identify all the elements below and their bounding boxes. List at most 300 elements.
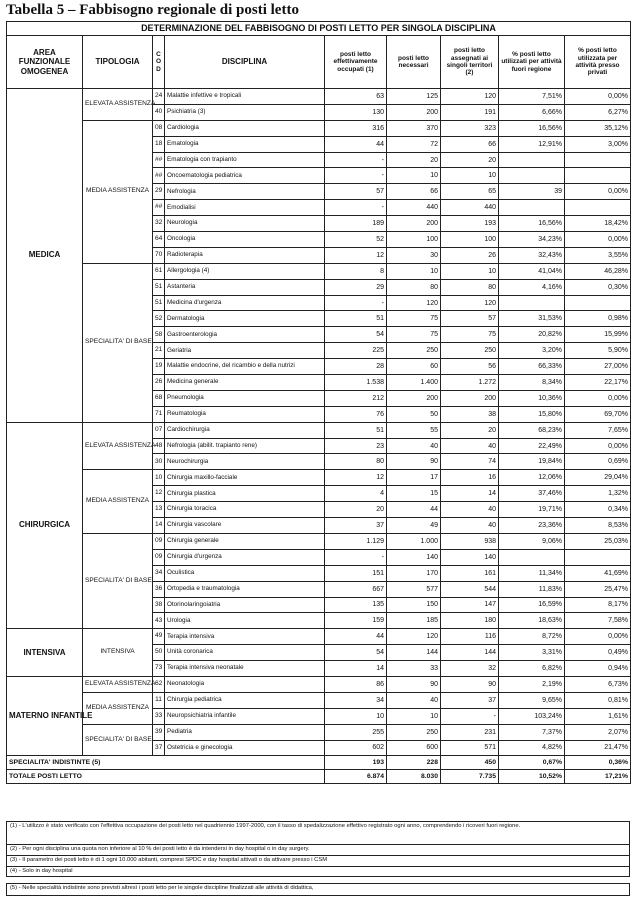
cod-cell: 26 xyxy=(153,375,165,391)
occupati-cell: - xyxy=(325,549,387,565)
necessari-cell: 20 xyxy=(387,152,441,168)
cod-cell: 33 xyxy=(153,708,165,724)
occupati-cell: 12 xyxy=(325,247,387,263)
tipologia-cell: MEDIA ASSISTENZA xyxy=(83,692,153,724)
assegnati-cell: 20 xyxy=(441,152,499,168)
fuori-regione-cell: 9,06% xyxy=(499,533,565,549)
fuori-regione-cell xyxy=(499,549,565,565)
occupati-cell: 1.129 xyxy=(325,533,387,549)
necessari-cell: 10 xyxy=(387,168,441,184)
fuori-regione-cell: 6,66% xyxy=(499,104,565,120)
cod-cell: 38 xyxy=(153,597,165,613)
occupati-cell: 212 xyxy=(325,390,387,406)
fuori-regione-cell: 8,72% xyxy=(499,629,565,645)
privati-cell: 0,81% xyxy=(565,692,631,708)
necessari-cell: 140 xyxy=(387,549,441,565)
disciplina-cell: Emodialisi xyxy=(165,200,325,216)
privati-cell: 7,58% xyxy=(565,613,631,629)
privati-cell xyxy=(565,168,631,184)
necessari-cell: 66 xyxy=(387,184,441,200)
assegnati-cell: 144 xyxy=(441,645,499,661)
cod-cell: ## xyxy=(153,168,165,184)
cod-cell: 64 xyxy=(153,232,165,248)
assegnati-cell: 147 xyxy=(441,597,499,613)
disciplina-cell: Chirurgia plastica xyxy=(165,486,325,502)
header-occupati: posti letto effettivamente occupati (1) xyxy=(325,36,387,89)
assegnati-cell: 193 xyxy=(441,216,499,232)
occupati-cell: 255 xyxy=(325,724,387,740)
privati-cell: 3,00% xyxy=(565,136,631,152)
occupati-cell: 159 xyxy=(325,613,387,629)
assegnati-cell: 37 xyxy=(441,692,499,708)
occupati-cell: 189 xyxy=(325,216,387,232)
privati-cell: 0,00% xyxy=(565,390,631,406)
cod-cell: 30 xyxy=(153,454,165,470)
fuori-regione-cell: 7,37% xyxy=(499,724,565,740)
necessari-cell: 40 xyxy=(387,692,441,708)
note-3: (3) - Il parametro dei posti letto è di 1 ogni 10.000 abitanti, compresi SPDC e day hospital attivati o da attivare presso i CSM xyxy=(6,856,630,867)
occupati-cell: 37 xyxy=(325,518,387,534)
occupati-cell: 52 xyxy=(325,232,387,248)
totale-row xyxy=(7,770,631,784)
table-row xyxy=(7,533,631,549)
fuori-regione-cell xyxy=(499,200,565,216)
fuori-regione-cell: 16,56% xyxy=(499,216,565,232)
necessari-cell: 1.400 xyxy=(387,375,441,391)
disciplina-cell: Ematologia xyxy=(165,136,325,152)
totale-row-necessari: 8.030 xyxy=(387,770,441,784)
privati-cell: 0,30% xyxy=(565,279,631,295)
privati-cell: 6,73% xyxy=(565,676,631,692)
assegnati-cell: 191 xyxy=(441,104,499,120)
occupati-cell: 86 xyxy=(325,676,387,692)
cod-cell: 50 xyxy=(153,645,165,661)
tipologia-cell: ELEVATA ASSISTENZA xyxy=(83,422,153,470)
disciplina-cell: Cardiochirurgia xyxy=(165,422,325,438)
privati-cell: 8,53% xyxy=(565,518,631,534)
disciplina-cell: Chirurgia toracica xyxy=(165,502,325,518)
tipologia-cell: MEDIA ASSISTENZA xyxy=(83,470,153,534)
table-row xyxy=(7,470,631,486)
privati-cell: 18,42% xyxy=(565,216,631,232)
disciplina-cell: Astanteria xyxy=(165,279,325,295)
privati-cell: 1,61% xyxy=(565,708,631,724)
disciplina-cell: Geriatria xyxy=(165,343,325,359)
fuori-regione-cell: 12,06% xyxy=(499,470,565,486)
table-title: Tabella 5 – Fabbisogno regionale di posti letto xyxy=(6,2,299,18)
table-row xyxy=(7,629,631,645)
assegnati-cell: 20 xyxy=(441,422,499,438)
fuori-regione-cell: 10,36% xyxy=(499,390,565,406)
cod-cell: 36 xyxy=(153,581,165,597)
fuori-regione-cell: 37,46% xyxy=(499,486,565,502)
assegnati-cell: 57 xyxy=(441,311,499,327)
assegnati-cell: 571 xyxy=(441,740,499,756)
occupati-cell: 51 xyxy=(325,311,387,327)
beds-table xyxy=(6,21,631,784)
privati-cell: 35,12% xyxy=(565,120,631,136)
necessari-cell: 75 xyxy=(387,311,441,327)
disciplina-cell: Chirurgia maxillo-facciale xyxy=(165,470,325,486)
necessari-cell: 185 xyxy=(387,613,441,629)
assegnati-cell: 120 xyxy=(441,89,499,105)
totale-row-label: TOTALE POSTI LETTO xyxy=(7,770,325,784)
necessari-cell: 440 xyxy=(387,200,441,216)
fuori-regione-cell: 39 xyxy=(499,184,565,200)
necessari-cell: 50 xyxy=(387,406,441,422)
disciplina-cell: Psichiatria (3) xyxy=(165,104,325,120)
privati-cell: 8,17% xyxy=(565,597,631,613)
assegnati-cell: 1.272 xyxy=(441,375,499,391)
occupati-cell: 29 xyxy=(325,279,387,295)
tipologia-cell: ELEVATA ASSISTENZA xyxy=(83,89,153,121)
necessari-cell: 120 xyxy=(387,629,441,645)
privati-cell: 0,00% xyxy=(565,89,631,105)
privati-cell: 27,00% xyxy=(565,359,631,375)
necessari-cell: 17 xyxy=(387,470,441,486)
privati-cell: 2,07% xyxy=(565,724,631,740)
fuori-regione-cell xyxy=(499,168,565,184)
fuori-regione-cell: 68,23% xyxy=(499,422,565,438)
necessari-cell: 60 xyxy=(387,359,441,375)
header-assegnati: posti letto assegnati ai singoli territori (2) xyxy=(441,36,499,89)
fuori-regione-cell: 2,19% xyxy=(499,676,565,692)
note-4: (4) - Solo in day hospital xyxy=(6,867,630,878)
tipologia-cell: MEDIA ASSISTENZA xyxy=(83,120,153,263)
disciplina-cell: Neonatologia xyxy=(165,676,325,692)
disciplina-cell: Pneumologia xyxy=(165,390,325,406)
cod-cell: 61 xyxy=(153,263,165,279)
assegnati-cell: 16 xyxy=(441,470,499,486)
disciplina-cell: Chirurgia pediatrica xyxy=(165,692,325,708)
table-row xyxy=(7,724,631,740)
assegnati-cell: 10 xyxy=(441,168,499,184)
disciplina-cell: Nefrologia xyxy=(165,184,325,200)
necessari-cell: 600 xyxy=(387,740,441,756)
cod-cell: 14 xyxy=(153,518,165,534)
area-cell: MEDICA xyxy=(7,89,83,423)
disciplina-cell: Pediatria xyxy=(165,724,325,740)
privati-cell: 69,70% xyxy=(565,406,631,422)
disciplina-cell: Ostetricia e ginecologia xyxy=(165,740,325,756)
occupati-cell: - xyxy=(325,152,387,168)
assegnati-cell: - xyxy=(441,708,499,724)
table-row xyxy=(7,676,631,692)
fuori-regione-cell: 15,80% xyxy=(499,406,565,422)
totale-row-assegnati: 7.735 xyxy=(441,770,499,784)
fuori-regione-cell: 32,43% xyxy=(499,247,565,263)
cod-cell: 09 xyxy=(153,533,165,549)
necessari-cell: 30 xyxy=(387,247,441,263)
fuori-regione-cell: 4,82% xyxy=(499,740,565,756)
necessari-cell: 44 xyxy=(387,502,441,518)
assegnati-cell: 200 xyxy=(441,390,499,406)
privati-cell: 0,00% xyxy=(565,629,631,645)
occupati-cell: 8 xyxy=(325,263,387,279)
specialita-indistinte-row-assegnati: 450 xyxy=(441,756,499,770)
occupati-cell: 54 xyxy=(325,645,387,661)
cod-cell: 68 xyxy=(153,390,165,406)
necessari-cell: 80 xyxy=(387,279,441,295)
necessari-cell: 90 xyxy=(387,454,441,470)
disciplina-cell: Terapia intensiva neonatale xyxy=(165,661,325,677)
specialita-indistinte-row-necessari: 228 xyxy=(387,756,441,770)
specialita-indistinte-row-label: SPECIALITA' INDISTINTE (5) xyxy=(7,756,325,770)
disciplina-cell: Ematologia con trapianto xyxy=(165,152,325,168)
necessari-cell: 33 xyxy=(387,661,441,677)
privati-cell: 0,00% xyxy=(565,232,631,248)
table-row xyxy=(7,120,631,136)
disciplina-cell: Neuropsichiatria infantile xyxy=(165,708,325,724)
necessari-cell: 55 xyxy=(387,422,441,438)
assegnati-cell: 140 xyxy=(441,549,499,565)
disciplina-cell: Otorinolaringoiatria xyxy=(165,597,325,613)
necessari-cell: 200 xyxy=(387,104,441,120)
necessari-cell: 75 xyxy=(387,327,441,343)
note-2: (2) - Per ogni disciplina una quota non inferiore al 10 % dei posti letto è da intendersi in day hospital o in day surgery. xyxy=(6,845,630,856)
occupati-cell: 1.538 xyxy=(325,375,387,391)
necessari-cell: 10 xyxy=(387,708,441,724)
privati-cell: 0,69% xyxy=(565,454,631,470)
cod-cell: 71 xyxy=(153,406,165,422)
tipologia-cell: SPECIALITA' DI BASE xyxy=(83,724,153,756)
occupati-cell: 12 xyxy=(325,470,387,486)
notes xyxy=(6,821,630,896)
occupati-cell: 28 xyxy=(325,359,387,375)
assegnati-cell: 38 xyxy=(441,406,499,422)
necessari-cell: 100 xyxy=(387,232,441,248)
assegnati-cell: 161 xyxy=(441,565,499,581)
disciplina-cell: Oncologia xyxy=(165,232,325,248)
occupati-cell: 667 xyxy=(325,581,387,597)
occupati-cell: - xyxy=(325,168,387,184)
fuori-regione-cell: 8,34% xyxy=(499,375,565,391)
necessari-cell: 49 xyxy=(387,518,441,534)
fuori-regione-cell: 3,20% xyxy=(499,343,565,359)
privati-cell: 5,90% xyxy=(565,343,631,359)
necessari-cell: 72 xyxy=(387,136,441,152)
totale-row-privati: 17,21% xyxy=(565,770,631,784)
cod-cell: 51 xyxy=(153,295,165,311)
privati-cell: 1,32% xyxy=(565,486,631,502)
cod-cell: 51 xyxy=(153,279,165,295)
assegnati-cell: 75 xyxy=(441,327,499,343)
occupati-cell: 51 xyxy=(325,422,387,438)
assegnati-cell: 323 xyxy=(441,120,499,136)
cod-cell: 34 xyxy=(153,565,165,581)
cod-cell: 73 xyxy=(153,661,165,677)
privati-cell: 0,34% xyxy=(565,502,631,518)
assegnati-cell: 180 xyxy=(441,613,499,629)
fuori-regione-cell xyxy=(499,152,565,168)
occupati-cell: 4 xyxy=(325,486,387,502)
occupati-cell: 34 xyxy=(325,692,387,708)
totale-row-fuori-regione: 10,52% xyxy=(499,770,565,784)
tipologia-cell: SPECIALITA' DI BASE xyxy=(83,533,153,628)
privati-cell: 0,00% xyxy=(565,184,631,200)
note-5: (5) - Nelle specialità indistinte sono previsti altresì i posti letto per le singole discipline finalizzati alle attività di didattica, xyxy=(6,883,630,896)
cod-cell: 62 xyxy=(153,676,165,692)
necessari-cell: 577 xyxy=(387,581,441,597)
privati-cell xyxy=(565,295,631,311)
disciplina-cell: Nefrologia (abilit. trapianto rene) xyxy=(165,438,325,454)
disciplina-cell: Neurologia xyxy=(165,216,325,232)
necessari-cell: 15 xyxy=(387,486,441,502)
header-area: AREA FUNZIONALE OMOGENEA xyxy=(7,36,83,89)
fuori-regione-cell: 103,24% xyxy=(499,708,565,724)
occupati-cell: 20 xyxy=(325,502,387,518)
necessari-cell: 10 xyxy=(387,263,441,279)
privati-cell: 15,99% xyxy=(565,327,631,343)
specialita-indistinte-row-fuori-regione: 0,67% xyxy=(499,756,565,770)
assegnati-cell: 26 xyxy=(441,247,499,263)
fuori-regione-cell: 19,71% xyxy=(499,502,565,518)
cod-cell: 29 xyxy=(153,184,165,200)
privati-cell: 22,17% xyxy=(565,375,631,391)
privati-cell: 46,28% xyxy=(565,263,631,279)
occupati-cell: 54 xyxy=(325,327,387,343)
assegnati-cell: 231 xyxy=(441,724,499,740)
necessari-cell: 125 xyxy=(387,89,441,105)
privati-cell: 3,55% xyxy=(565,247,631,263)
fuori-regione-cell: 23,36% xyxy=(499,518,565,534)
cod-cell: 18 xyxy=(153,136,165,152)
specialita-indistinte-row-privati: 0,36% xyxy=(565,756,631,770)
assegnati-cell: 440 xyxy=(441,200,499,216)
header-privati: % posti letto utilizzata per attività presso privati xyxy=(565,36,631,89)
cod-cell: ## xyxy=(153,200,165,216)
assegnati-cell: 66 xyxy=(441,136,499,152)
occupati-cell: 130 xyxy=(325,104,387,120)
cod-cell: 10 xyxy=(153,470,165,486)
privati-cell: 7,65% xyxy=(565,422,631,438)
occupati-cell: 151 xyxy=(325,565,387,581)
necessari-cell: 40 xyxy=(387,438,441,454)
disciplina-cell: Neurochirurgia xyxy=(165,454,325,470)
table-banner: DETERMINAZIONE DEL FABBISOGNO DI POSTI LETTO PER SINGOLA DISCIPLINA xyxy=(7,22,631,36)
occupati-cell: 602 xyxy=(325,740,387,756)
occupati-cell: - xyxy=(325,200,387,216)
assegnati-cell: 14 xyxy=(441,486,499,502)
fuori-regione-cell: 16,59% xyxy=(499,597,565,613)
cod-cell: 08 xyxy=(153,120,165,136)
fuori-regione-cell: 11,83% xyxy=(499,581,565,597)
fuori-regione-cell: 20,82% xyxy=(499,327,565,343)
table-row xyxy=(7,692,631,708)
cod-cell: 12 xyxy=(153,486,165,502)
assegnati-cell: 40 xyxy=(441,502,499,518)
fuori-regione-cell: 16,56% xyxy=(499,120,565,136)
privati-cell xyxy=(565,200,631,216)
fuori-regione-cell: 22,49% xyxy=(499,438,565,454)
assegnati-cell: 938 xyxy=(441,533,499,549)
disciplina-cell: Malattie endocrine, del ricambio e della nutrizi xyxy=(165,359,325,375)
fuori-regione-cell: 4,16% xyxy=(499,279,565,295)
occupati-cell: 225 xyxy=(325,343,387,359)
assegnati-cell: 40 xyxy=(441,518,499,534)
fuori-regione-cell: 12,91% xyxy=(499,136,565,152)
fuori-regione-cell: 41,04% xyxy=(499,263,565,279)
assegnati-cell: 116 xyxy=(441,629,499,645)
disciplina-cell: Chirurgia d'urgenza xyxy=(165,549,325,565)
assegnati-cell: 32 xyxy=(441,661,499,677)
cod-cell: 24 xyxy=(153,89,165,105)
disciplina-cell: Medicina generale xyxy=(165,375,325,391)
header-necessari: posti letto necessari xyxy=(387,36,441,89)
assegnati-cell: 250 xyxy=(441,343,499,359)
necessari-cell: 370 xyxy=(387,120,441,136)
cod-cell: 07 xyxy=(153,422,165,438)
assegnati-cell: 120 xyxy=(441,295,499,311)
assegnati-cell: 80 xyxy=(441,279,499,295)
header-disciplina: DISCIPLINA xyxy=(165,36,325,89)
occupati-cell: 80 xyxy=(325,454,387,470)
table-row xyxy=(7,89,631,105)
occupati-cell: 57 xyxy=(325,184,387,200)
privati-cell: 25,47% xyxy=(565,581,631,597)
table-row xyxy=(7,263,631,279)
privati-cell: 0,00% xyxy=(565,438,631,454)
cod-cell: 40 xyxy=(153,104,165,120)
necessari-cell: 120 xyxy=(387,295,441,311)
cod-cell: 70 xyxy=(153,247,165,263)
totale-row-occupati: 6.874 xyxy=(325,770,387,784)
privati-cell: 0,98% xyxy=(565,311,631,327)
occupati-cell: 135 xyxy=(325,597,387,613)
cod-cell: 39 xyxy=(153,724,165,740)
disciplina-cell: Urologia xyxy=(165,613,325,629)
necessari-cell: 200 xyxy=(387,390,441,406)
fuori-regione-cell: 6,82% xyxy=(499,661,565,677)
specialita-indistinte-row-occupati: 193 xyxy=(325,756,387,770)
cod-cell: 21 xyxy=(153,343,165,359)
cod-cell: 58 xyxy=(153,327,165,343)
cod-cell: 49 xyxy=(153,629,165,645)
privati-cell xyxy=(565,152,631,168)
cod-cell: 52 xyxy=(153,311,165,327)
privati-cell: 21,47% xyxy=(565,740,631,756)
cod-cell: 48 xyxy=(153,438,165,454)
disciplina-cell: Malattie infettive e tropicali xyxy=(165,89,325,105)
disciplina-cell: Reumatologia xyxy=(165,406,325,422)
note-1: (1) - L'utilizzo è stato verificato con l'effettiva occupazione dei posti letto nel quadriennio 1997-2000, con il tasso di spedalizzazione effettivo registrato ogni anno, comprendendo i ricoveri fuori regione. xyxy=(6,821,630,845)
cod-cell: 19 xyxy=(153,359,165,375)
privati-cell: 0,49% xyxy=(565,645,631,661)
fuori-regione-cell: 18,63% xyxy=(499,613,565,629)
privati-cell: 0,94% xyxy=(565,661,631,677)
occupati-cell: 63 xyxy=(325,89,387,105)
area-cell: INTENSIVA xyxy=(7,629,83,677)
privati-cell xyxy=(565,549,631,565)
assegnati-cell: 100 xyxy=(441,232,499,248)
assegnati-cell: 74 xyxy=(441,454,499,470)
occupati-cell: 23 xyxy=(325,438,387,454)
fuori-regione-cell: 31,53% xyxy=(499,311,565,327)
necessari-cell: 144 xyxy=(387,645,441,661)
fuori-regione-cell: 3,31% xyxy=(499,645,565,661)
disciplina-cell: Unità coronarica xyxy=(165,645,325,661)
cod-cell: 37 xyxy=(153,740,165,756)
necessari-cell: 250 xyxy=(387,724,441,740)
occupati-cell: - xyxy=(325,295,387,311)
cod-cell: 32 xyxy=(153,216,165,232)
privati-cell: 25,03% xyxy=(565,533,631,549)
disciplina-cell: Chirurgia generale xyxy=(165,533,325,549)
occupati-cell: 44 xyxy=(325,136,387,152)
disciplina-cell: Terapia intensiva xyxy=(165,629,325,645)
cod-cell: 11 xyxy=(153,692,165,708)
occupati-cell: 10 xyxy=(325,708,387,724)
